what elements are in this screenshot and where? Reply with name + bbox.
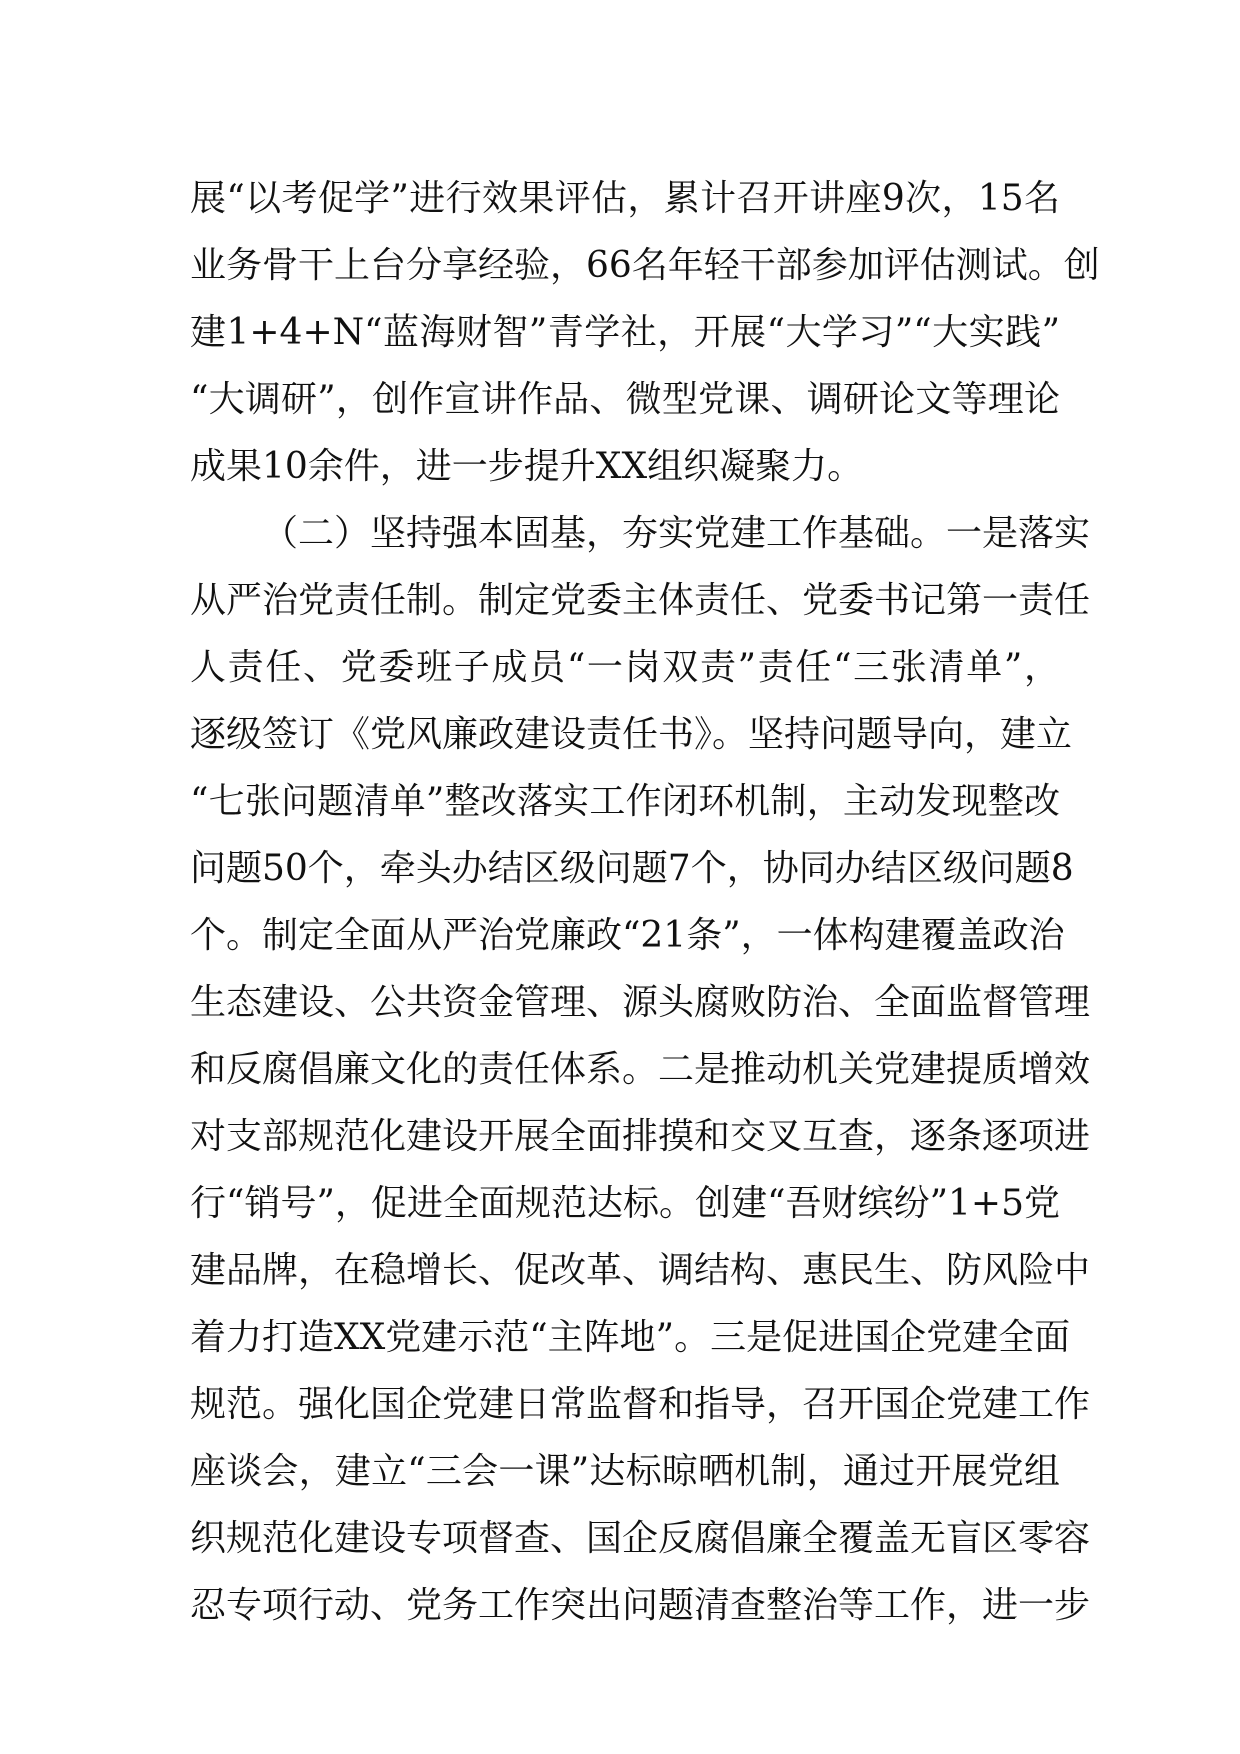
- text-line: 展“以考促学”进行效果评估，累计召开讲座9次，15名: [190, 178, 1060, 219]
- text-line: 对支部规范化建设开展全面排摸和交叉互查，逐条逐项进: [190, 1116, 1091, 1157]
- text-line: 人责任、党委班子成员“一岗双责”责任“三张清单”，: [190, 647, 1060, 688]
- text-line: “大调研”，创作宣讲作品、微型党课、调研论文等理论: [190, 379, 1060, 420]
- text-line: 行“销号”，促进全面规范达标。创建“吾财缤纷”1+5党: [190, 1183, 1060, 1224]
- text-line: 个。制定全面从严治党廉政“21条”，一体构建覆盖政治: [190, 915, 1065, 956]
- text-line: 座谈会，建立“三会一课”达标晾晒机制，通过开展党组: [190, 1451, 1060, 1492]
- text-line: “七张问题清单”整改落实工作闭环机制，主动发现整改: [190, 781, 1060, 822]
- text-line: 和反腐倡廉文化的责任体系。二是推动机关党建提质增效: [190, 1049, 1091, 1090]
- text-line: 建品牌，在稳增长、促改革、调结构、惠民生、防风险中: [190, 1250, 1091, 1291]
- text-line: 逐级签订《党风廉政建设责任书》。坚持问题导向，建立: [190, 714, 1073, 755]
- text-line: 规范。强化国企党建日常监督和指导，召开国企党建工作: [190, 1384, 1091, 1425]
- text-line: 建1+4+N“蓝海财智”青学社，开展“大学习”“大实践”: [190, 312, 1060, 353]
- text-line: 成果10余件，进一步提升XX组织凝聚力。: [190, 446, 864, 487]
- text-line: 从严治党责任制。制定党委主体责任、党委书记第一责任: [190, 580, 1091, 621]
- text-line: 生态建设、公共资金管理、源头腐败防治、全面监督管理: [190, 982, 1091, 1023]
- text-line: 业务骨干上台分享经验，66名年轻干部参加评估测试。创: [190, 245, 1100, 286]
- text-line: 织规范化建设专项督查、国企反腐倡廉全覆盖无盲区零容: [190, 1518, 1091, 1559]
- text-line: 着力打造XX党建示范“主阵地”。三是促进国企党建全面: [190, 1317, 1071, 1358]
- section-heading-line: （二）坚持强本固基，夯实党建工作基础。一是落实: [262, 513, 1091, 554]
- text-line: 忍专项行动、党务工作突出问题清查整治等工作，进一步: [190, 1585, 1091, 1626]
- text-line: 问题50个，牵头办结区级问题7个，协同办结区级问题8: [190, 848, 1074, 889]
